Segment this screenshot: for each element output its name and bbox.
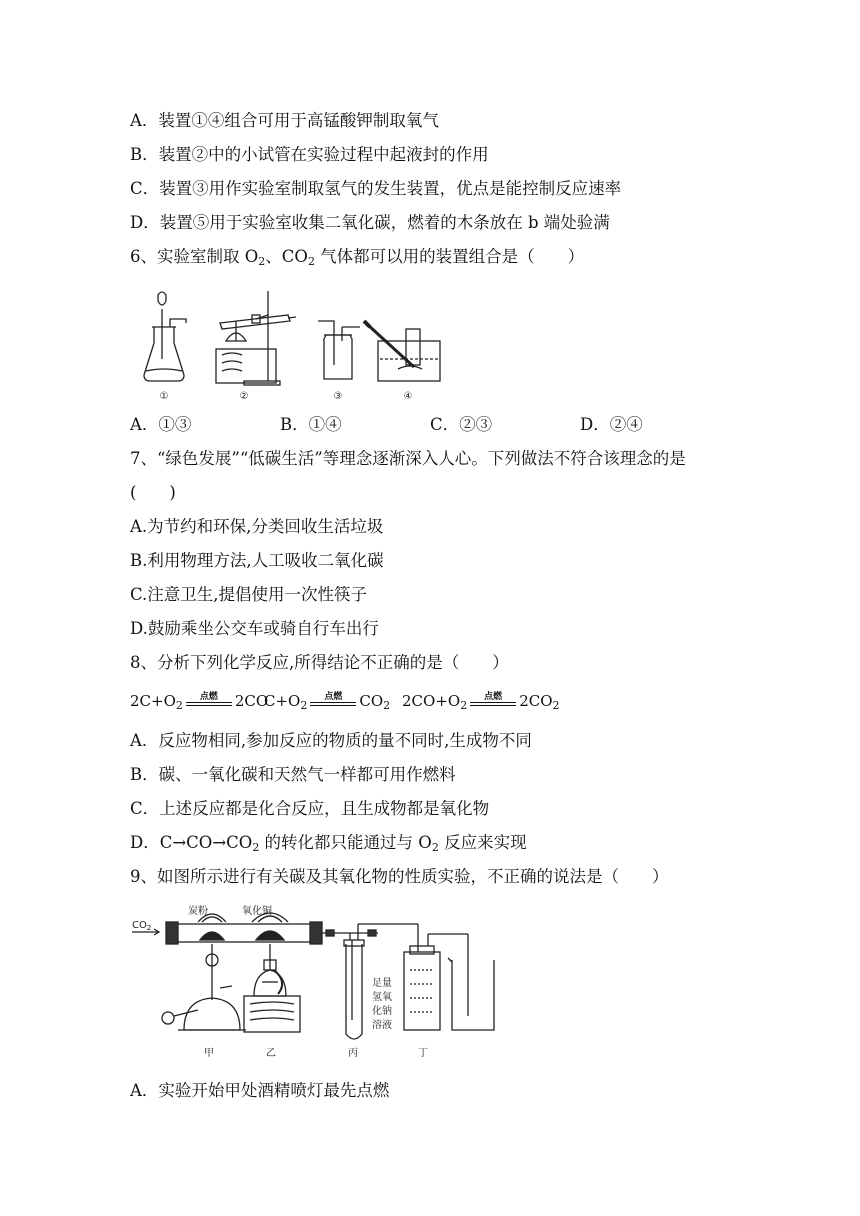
q6-option-a: A．①③ [130,415,192,434]
reaction-arrow: 点燃 [184,695,234,709]
q9-option-a: A．实验开始甲处酒精喷灯最先点燃 [130,1081,390,1100]
q6-apparatus-figure [138,285,468,403]
carbon-powder-label: 炭粉 [188,906,208,917]
figure-label-3: ③ [333,391,343,402]
reaction-arrow: 点燃 [308,695,358,709]
q8-option-d: D．$C\to CO\to CO_2$ 的转化都只能通过与 $O_2$ 反应来实现 [130,833,527,854]
figure-label-4: ④ [403,391,413,402]
figure-label-1: ① [159,391,169,402]
q6-option-c: C．②③ [430,415,493,434]
q8-equation-2: $C+O_2$ 点燃 $CO_2$ [264,692,391,712]
station-label-bing: 丙 [348,1048,358,1059]
q5-option-c: C．装置③用作实验室制取氢气的发生装置，优点是能控制反应速率 [130,179,622,198]
q5-option-d: D．装置⑤用于实验室收集二氧化碳，燃着的木条放在 b 端处验满 [130,213,610,232]
q7-paren: ( ) [130,483,176,502]
q8-option-c: C．上述反应都是化合反应，且生成物都是氧化物 [130,799,490,818]
figure-label-2: ② [239,391,249,402]
gas-bottle-diagram [318,321,360,379]
q5-option-b: B．装置②中的小试管在实验过程中起液封的作用 [130,145,489,164]
q8-option-b: B．碳、一氧化碳和天然气一样都可用作燃料 [130,765,456,784]
q6-option-d: D．②④ [580,415,643,434]
q8-equation-1: $2C+O_2$ 点燃 2CO [130,692,269,712]
q7-option-d: D.鼓励乘坐公交车或骑自行车出行 [130,619,379,638]
co2-label: $CO_2$ [132,920,152,932]
q8-option-a: A．反应物相同,参加反应的物质的量不同时,生成物不同 [130,731,532,750]
q7-option-a: A.为节约和环保,分类回收生活垃圾 [130,517,384,536]
flask-with-funnel-diagram [144,292,186,381]
station-label-yi: 乙 [266,1048,276,1059]
naoh-label-3: 化钠 [372,1006,392,1017]
heated-tube-diagram [216,291,296,385]
q8-stem: 8、分析下列化学反应,所得结论不正确的是（ ） [130,653,509,672]
naoh-label-4: 溶液 [372,1020,392,1031]
q7-option-c: C.注意卫生,提倡使用一次性筷子 [130,585,368,604]
water-trough-diagram [364,321,440,381]
station-label-ding: 丁 [418,1048,428,1059]
q9-experiment-figure [128,900,498,1070]
naoh-label-1: 足量 [372,978,392,989]
naoh-label-2: 氢氧 [372,992,392,1003]
q8-equation-3: $2CO+O_2$ 点燃 $2CO_2$ [402,692,560,712]
q5-option-a: A．装置①④组合可用于高锰酸钾制取氧气 [130,111,439,130]
q7-stem: 7、“绿色发展”“低碳生活”等理念逐渐深入人心。下列做法不符合该理念的是 [130,449,686,468]
q6-stem: 6、实验室制取 $O_2$、$CO_2$ 气体都可以用的装置组合是（ ） [130,247,585,268]
station-label-jia: 甲 [204,1048,214,1059]
q9-stem: 9、如图所示进行有关碳及其氧化物的性质实验，不正确的说法是（ ） [130,867,669,886]
q6-option-b: B．①④ [280,415,342,434]
copper-oxide-label: 氧化铜 [242,906,272,917]
reaction-arrow: 点燃 [468,695,518,709]
q7-option-b: B.利用物理方法,人工吸收二氧化碳 [130,551,384,570]
